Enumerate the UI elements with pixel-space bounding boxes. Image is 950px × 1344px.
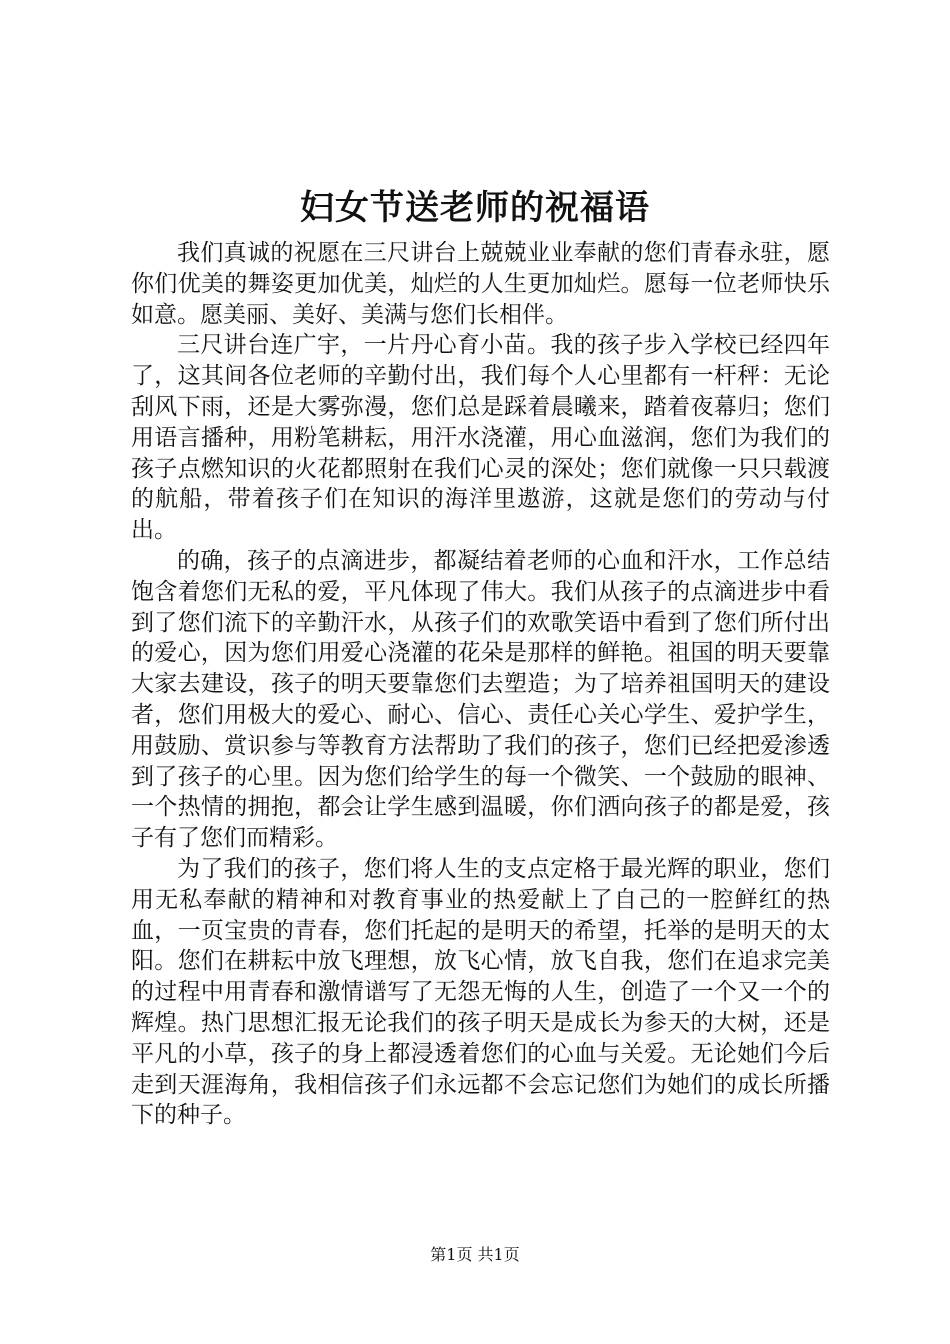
page-footer: 第1页 共1页 (430, 1245, 520, 1264)
paragraph-3: 的确，孩子的点滴进步，都凝结着老师的心血和汗水，工作总结饱含着您们无私的爱，平凡体现了伟大。我们从孩子的点滴进步中看到了您们流下的辛勤汗水，从孩子们的欢歌笑语中看到了您们所付出的爱心，因为您们用爱心浇灌的花朵是那样的鲜艳。祖国的明天要靠大家去建设，孩子的明天要靠您们去塑造；为了培养祖国明天的建设者，您们用极大的爱心、耐心、信心、责任心关心学生、爱护学生，用鼓励、赏识参与等教育方法帮助了我们的孩子，您们已经把爱渗透到了孩子的心里。因为您们给学生的每一个微笑、一个鼓励的眼神、一个热情的拥抱，都会让学生感到温暖，你们洒向孩子的都是爱，孩子有了您们而精彩。 (131, 547, 830, 852)
paragraph-4: 为了我们的孩子，您们将人生的支点定格于最光辉的职业，您们用无私奉献的精神和对教育事业的热爱献上了自己的一腔鲜红的热血，一页宝贵的青春，您们托起的是明天的希望，托举的是明天的太阳。您们在耕耘中放飞理想，放飞心情，放飞自我，您们在追求完美的过程中用青春和激情谱写了无怨无悔的人生，创造了一个又一个的辉煌。热门思想汇报无论我们的孩子明天是成长为参天的大树，还是平凡的小草，孩子的身上都浸透着您们的心血与关爱。无论她们今后走到天涯海角，我相信孩子们永远都不会忘记您们为她们的成长所播下的种子。 (131, 855, 830, 1129)
paragraph-1: 我们真诚的祝愿在三尺讲台上兢兢业业奉献的您们青春永驻，愿你们优美的舞姿更加优美，灿烂的人生更加灿烂。愿每一位老师快乐如意。愿美丽、美好、美满与您们长相伴。 (131, 240, 830, 328)
document-body (131, 238, 830, 1131)
document-title: 妇女节送老师的祝福语 (300, 188, 650, 228)
paragraph-2: 三尺讲台连广宇，一片丹心育小苗。我的孩子步入学校已经四年了，这其间各位老师的辛勤付出，我们每个人心里都有一杆秤：无论刮风下雨，还是大雾弥漫，您们总是踩着晨曦来，踏着夜幕归；您们用语言播种，用粉笔耕耘，用汗水浇灌，用心血滋润，您们为我们的孩子点燃知识的火花都照射在我们心灵的深处；您们就像一只只载渡的航船，带着孩子们在知识的海洋里遨游，这就是您们的劳动与付出。 (131, 332, 830, 544)
